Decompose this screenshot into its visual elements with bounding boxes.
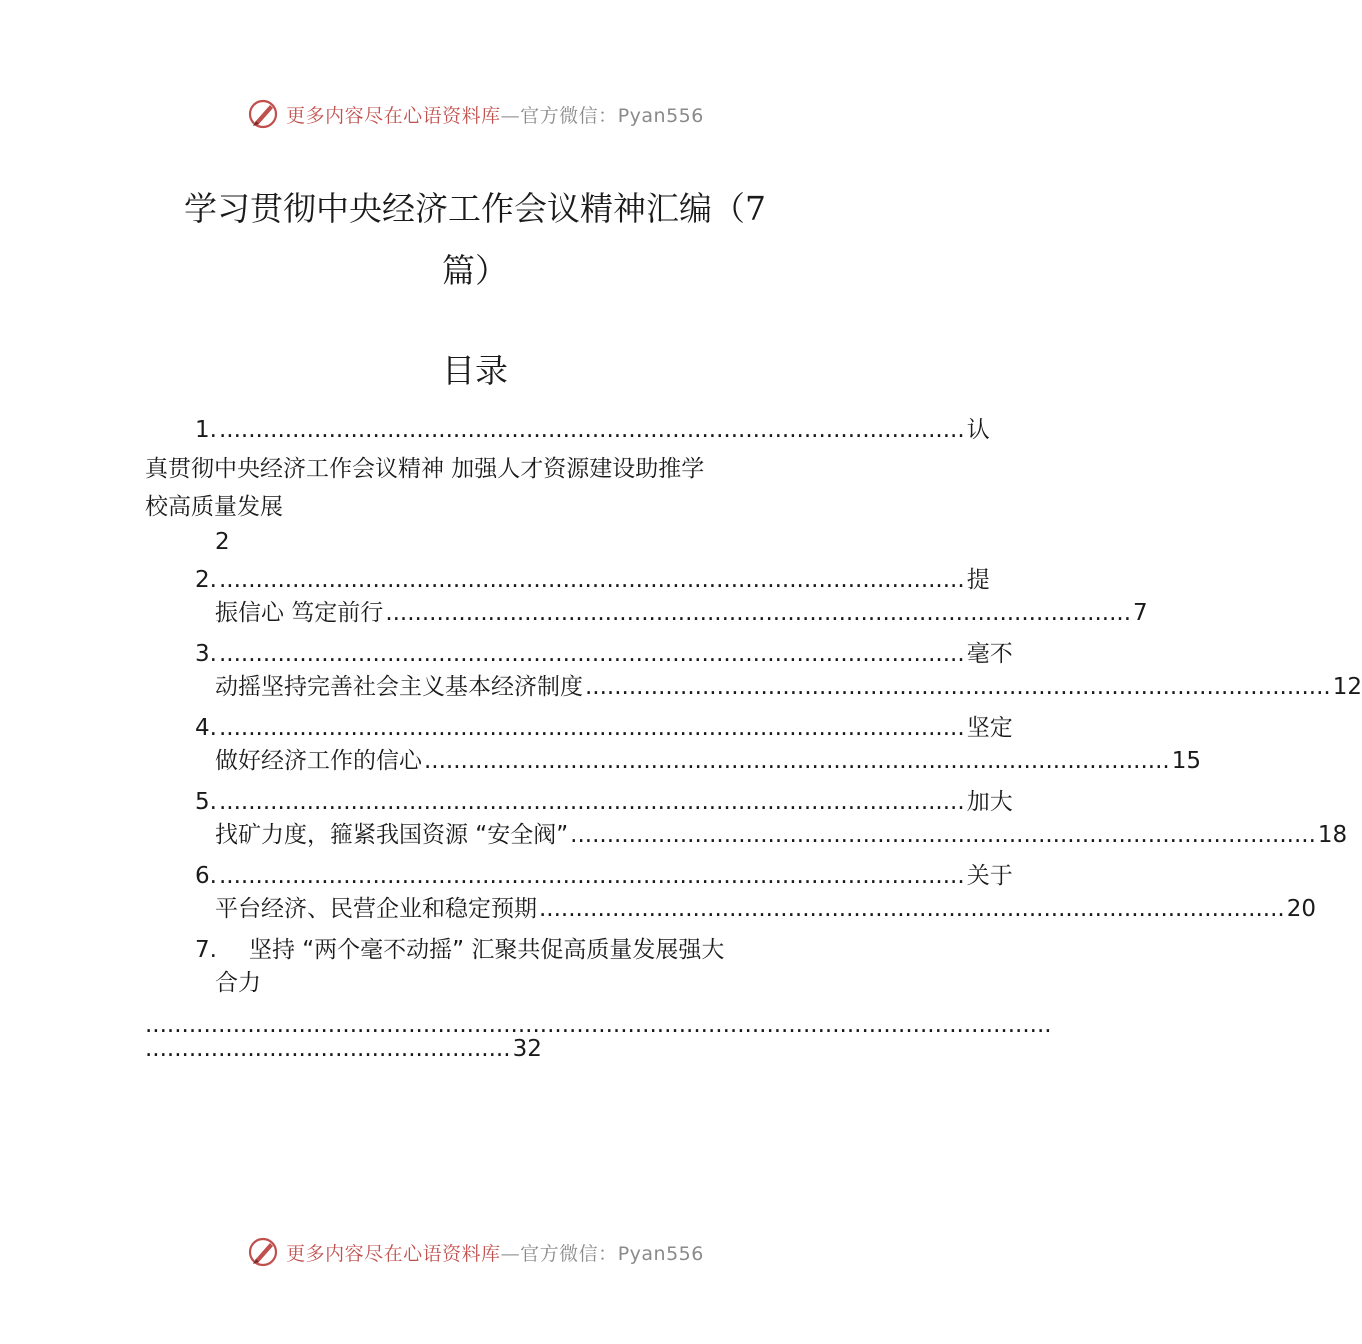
toc-entry-page: 7 [1133,600,1148,626]
toc-entry-6-line-2[interactable] [215,892,1317,926]
toc-entry-5-line-2[interactable] [215,818,1348,852]
toc-entry-title-start: 提 [966,567,990,593]
document-title-line-1: 学习贯彻中央经济工作会议精神汇编（7 [184,189,766,228]
toc-entry-number: 7. [195,937,217,963]
dot-leader: ...................................................................................................... [218,641,965,667]
dot-leader: ...................................................................................................... [218,789,965,815]
toc-entry-7[interactable] [195,933,724,967]
toc-entry-1-title-line-1[interactable]: 真贯彻中央经济工作会议精神 加强人才资源建设助推学 [145,456,705,482]
dot-leader: ...................................................................................................... [539,896,1285,922]
toc-entry-title: 动摇坚持完善社会主义基本经济制度 [215,674,583,700]
banner-lead: 更多内容尽在心语资料库 [286,1242,501,1265]
toc-entry-6[interactable] [195,859,1013,893]
toc-entry-title: 找矿力度，箍紧我国资源 “安全阀” [215,822,569,848]
toc-entry-5[interactable] [195,785,1013,819]
toc-entry-number: 5. [195,789,217,815]
banner-account: Pyan556 [617,1242,704,1265]
dot-leader: ...................................................................................................... [385,600,1132,626]
dot-leader: ...................................................................................................... [218,417,965,443]
dot-leader: ...................................................................................................... [218,715,965,741]
toc-entry-page: 32 [512,1036,542,1062]
toc-entry-7-page-line[interactable] [145,1032,542,1066]
toc-entry-title: 做好经济工作的信心 [215,748,422,774]
toc-heading: 目录 [442,351,508,390]
toc-entry-3-line-2[interactable] [215,670,1362,704]
banner-text [286,101,704,128]
toc-entry-1[interactable] [195,413,990,447]
toc-entry-page: 18 [1317,822,1348,848]
header-banner [0,94,950,134]
toc-entry-1-page[interactable]: 2 [215,529,230,555]
toc-entry-4[interactable] [195,711,1013,745]
banner-account: Pyan556 [617,104,704,127]
toc-entry-title-start: 毫不 [966,641,1013,667]
banner-text [286,1239,704,1266]
toc-entry-1-title-line-2[interactable]: 校高质量发展 [145,494,283,520]
dot-leader: ...................................................................................................... [570,822,1316,848]
dot-leader: ...................................................................................................... [218,863,965,889]
banner-wechat-label: 官方微信： [520,104,618,127]
toc-entry-7-title-line-2[interactable]: 合力 [215,970,261,996]
toc-entry-page: 12 [1332,674,1362,700]
toc-entry-title: 坚持 “两个毫不动摇” 汇聚共促高质量发展强大 [248,937,725,963]
banner-lead: 更多内容尽在心语资料库 [286,104,501,127]
document-title-line-2: 篇） [442,251,508,290]
toc-entry-number: 4. [195,715,217,741]
toc-entry-page: 20 [1286,896,1317,922]
toc-entry-number: 1. [195,417,217,443]
toc-entry-title: 平台经济、民营企业和稳定预期 [215,896,537,922]
pen-logo-icon [246,1235,280,1269]
toc-entry-page: 15 [1171,748,1202,774]
dot-leader: ............................................................................................................................ [145,1012,1052,1038]
dot-leader: .................................................. [145,1036,511,1062]
banner-separator: — [500,104,521,127]
document-title [150,178,800,302]
dot-leader: ...................................................................................................... [218,567,965,593]
pen-logo-icon [246,97,280,131]
toc-entry-2[interactable] [195,563,990,597]
toc-entry-number: 2. [195,567,217,593]
footer-banner [0,1232,950,1272]
toc-entry-number: 3. [195,641,217,667]
toc-entry-4-line-2[interactable] [215,744,1202,778]
toc-entry-title: 振信心 笃定前行 [215,600,384,626]
toc-entry-title-start: 关于 [966,863,1013,889]
dot-leader: ...................................................................................................... [585,674,1331,700]
dot-leader: ...................................................................................................... [424,748,1170,774]
toc-entry-2-line-2[interactable] [215,596,1148,630]
toc-entry-number: 6. [195,863,217,889]
toc-entry-title-start: 加大 [966,789,1013,815]
toc-entry-title-start: 认 [966,417,990,443]
toc-entry-title-start: 坚定 [966,715,1013,741]
toc-entry-3[interactable] [195,637,1013,671]
banner-wechat-label: 官方微信： [520,1242,618,1265]
banner-separator: — [500,1242,521,1265]
